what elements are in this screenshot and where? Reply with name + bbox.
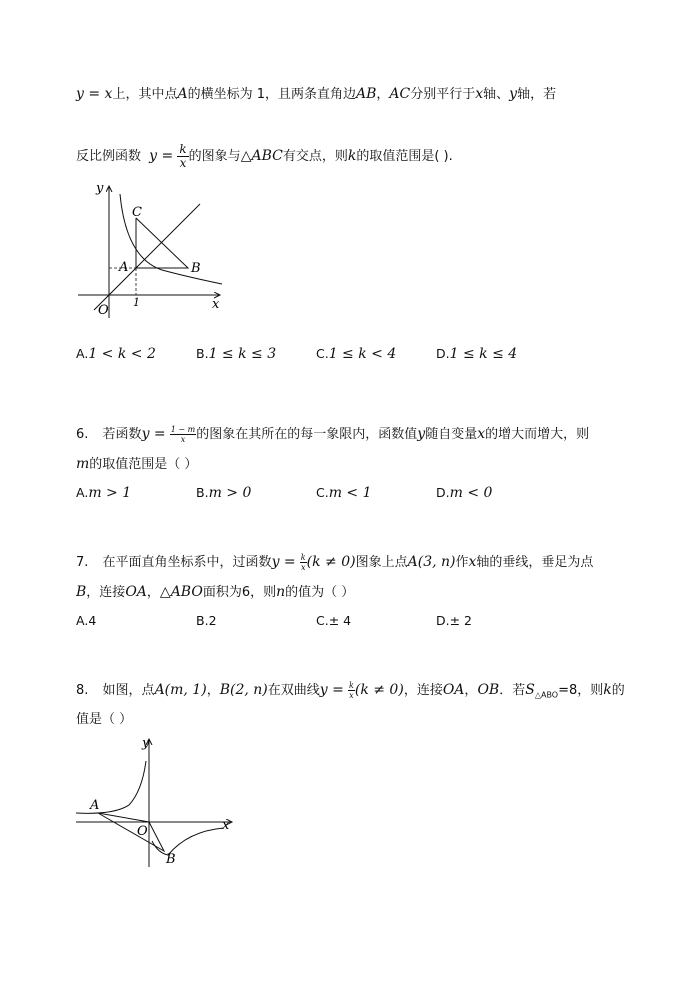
q5-option-d[interactable] bbox=[436, 346, 517, 362]
q6-text: 若函数 bbox=[102, 427, 142, 442]
q8-hyperbola-upper-left bbox=[76, 761, 146, 813]
q5-label-a: A bbox=[119, 260, 129, 275]
q5-text: 分别平行于 bbox=[410, 87, 476, 102]
q7-number: 7. bbox=[76, 555, 89, 570]
q7-area-value: 6 bbox=[241, 585, 251, 600]
q8-label-a: A bbox=[90, 798, 100, 813]
option-label: A. bbox=[76, 485, 89, 500]
q7-text: 作 bbox=[455, 555, 469, 570]
q7-segment-oa: OA bbox=[125, 584, 147, 600]
q8-point-a: A(m, 1) bbox=[154, 682, 207, 698]
q7-option-d[interactable] bbox=[436, 613, 472, 628]
q5-text: 有交点，则 bbox=[282, 149, 348, 164]
fraction-numerator: k bbox=[300, 553, 306, 562]
q7-text: 的值为（ ） bbox=[285, 585, 355, 600]
q8-segment-oa: OA bbox=[442, 682, 465, 698]
option-label: B. bbox=[196, 485, 209, 500]
option-text: m < 0 bbox=[449, 485, 493, 501]
q5-option-c[interactable] bbox=[316, 346, 396, 362]
q5-eq-yx: y = x bbox=[76, 86, 113, 102]
q5-eq-lhs: y = bbox=[149, 148, 174, 164]
q6-var-x: x bbox=[477, 426, 486, 442]
q6-text: 随自变量 bbox=[425, 427, 478, 442]
q5-var-y: y bbox=[509, 86, 518, 102]
q7-eq-lhs: y = bbox=[271, 554, 296, 570]
q8-point-b: B(2, n) bbox=[219, 682, 268, 698]
q5-line-2 bbox=[76, 143, 453, 170]
option-text: ± 2 bbox=[449, 613, 473, 628]
fraction-denominator: x bbox=[179, 156, 187, 170]
option-text: 1 ≤ k < 4 bbox=[328, 346, 397, 362]
q7-line-1 bbox=[76, 552, 593, 573]
q6-option-c[interactable] bbox=[316, 485, 372, 501]
q8-var-k: k bbox=[603, 682, 612, 698]
q5-side-ab: AB bbox=[355, 86, 377, 102]
q5-text: 反比例函数 bbox=[76, 149, 142, 164]
q8-text: 的 bbox=[611, 683, 625, 698]
q8-text: 值是（ ） bbox=[76, 712, 133, 727]
q7-var-x: x bbox=[468, 554, 477, 570]
option-text: m > 0 bbox=[208, 485, 252, 501]
q7-option-b[interactable] bbox=[196, 613, 217, 628]
option-text: ± 4 bbox=[328, 613, 352, 628]
q5-text: 轴、 bbox=[483, 87, 510, 102]
option-text: m > 1 bbox=[88, 485, 132, 501]
option-text: 2 bbox=[208, 613, 217, 628]
q8-label-o: O bbox=[137, 824, 148, 839]
option-label: D. bbox=[436, 613, 450, 628]
q8-triangle-abo bbox=[98, 813, 164, 851]
q7-line-2 bbox=[76, 582, 354, 603]
q7-point-b: B bbox=[76, 584, 87, 600]
q6-number: 6. bbox=[76, 427, 89, 442]
q8-segment-ob: OB bbox=[477, 682, 500, 698]
q6-text: 的取值范围是（ ） bbox=[89, 457, 198, 472]
q6-text: 的增大而增大，则 bbox=[485, 427, 590, 442]
q6-text: 的图象在其所在的每一象限内，函数值 bbox=[196, 427, 418, 442]
q8-label-b: B bbox=[166, 852, 176, 867]
q5-text: ， bbox=[376, 87, 390, 102]
option-label: C. bbox=[316, 485, 329, 500]
q6-var-m: m bbox=[76, 456, 90, 472]
q8-area-symbol: S bbox=[525, 682, 535, 698]
q7-option-c[interactable] bbox=[316, 613, 351, 628]
q5-text: 的图象与 bbox=[188, 149, 241, 164]
q5-side-ac: AC bbox=[389, 86, 411, 102]
q5-text: 的横坐标为 1，且两条直角边 bbox=[187, 87, 356, 102]
q5-label-x: x bbox=[212, 297, 220, 312]
q8-area-subscript: △ABO bbox=[534, 690, 559, 700]
option-label: A. bbox=[76, 613, 89, 628]
q8-line-2 bbox=[76, 710, 132, 730]
q6-eq-lhs: y = bbox=[141, 426, 166, 442]
q5-label-b: B bbox=[191, 261, 201, 276]
q8-line-1 bbox=[76, 680, 625, 706]
q6-line-2 bbox=[76, 454, 197, 475]
q8-text: ， bbox=[464, 683, 478, 698]
q8-text: ．若 bbox=[499, 683, 526, 698]
q5-line-1 bbox=[76, 84, 556, 105]
q7-condition: (k ≠ 0) bbox=[306, 554, 356, 570]
option-text: 1 < k < 2 bbox=[88, 346, 156, 362]
fraction-numerator: 1 − m bbox=[170, 425, 196, 434]
q6-option-a[interactable] bbox=[76, 485, 131, 501]
option-text: 4 bbox=[88, 613, 97, 628]
q8-number: 8. bbox=[76, 683, 89, 698]
option-text: 1 ≤ k ≤ 4 bbox=[449, 346, 518, 362]
q5-label-c: C bbox=[132, 205, 142, 220]
q8-text: =8，则 bbox=[558, 683, 604, 698]
q6-option-b[interactable] bbox=[196, 485, 251, 501]
q8-label-x: x bbox=[222, 818, 230, 833]
q7-text: 在平面直角坐标系中，过函数 bbox=[102, 555, 272, 570]
q5-line-y-equals-x bbox=[94, 204, 200, 310]
q7-text: 面积为 bbox=[202, 585, 242, 600]
q5-triangle-abc: △ABC bbox=[240, 148, 283, 164]
q5-option-b[interactable] bbox=[196, 346, 276, 362]
q5-label-o: O bbox=[98, 303, 109, 318]
fraction-numerator: k bbox=[349, 681, 354, 690]
q6-line-1 bbox=[76, 424, 589, 445]
option-label: A. bbox=[76, 346, 89, 361]
q7-triangle-abo: △ABO bbox=[159, 584, 203, 600]
q8-condition: (k ≠ 0) bbox=[354, 682, 404, 698]
fraction-denominator: x bbox=[349, 691, 354, 700]
q7-text: ，则 bbox=[250, 585, 277, 600]
q7-text: 图象上点 bbox=[355, 555, 408, 570]
q8-fraction bbox=[348, 681, 355, 700]
fraction-denominator: x bbox=[300, 563, 306, 572]
q6-option-d[interactable] bbox=[436, 485, 492, 501]
option-label: D. bbox=[436, 346, 450, 361]
fraction-denominator: x bbox=[180, 435, 186, 444]
q8-text: 如图，点 bbox=[102, 683, 155, 698]
option-text: 1 ≤ k ≤ 3 bbox=[208, 346, 277, 362]
q5-label-one: 1 bbox=[133, 296, 140, 309]
q6-var-y: y bbox=[417, 426, 426, 442]
q5-text: 轴，若 bbox=[517, 87, 557, 102]
q7-option-a[interactable] bbox=[76, 613, 96, 628]
q5-point-a: A bbox=[177, 86, 188, 102]
q8-text: ， bbox=[206, 683, 220, 698]
q8-figure bbox=[74, 735, 244, 870]
q7-fraction bbox=[300, 553, 307, 572]
q7-text: ，连接 bbox=[86, 585, 126, 600]
option-label: C. bbox=[316, 613, 329, 628]
q5-option-a[interactable] bbox=[76, 346, 156, 362]
option-text: m < 1 bbox=[328, 485, 372, 501]
q8-text: ，连接 bbox=[403, 683, 443, 698]
q5-text: 上，其中点 bbox=[112, 87, 178, 102]
fraction-numerator: k bbox=[179, 142, 187, 156]
option-label: C. bbox=[316, 346, 329, 361]
q5-var-x: x bbox=[475, 86, 484, 102]
q5-text: 的取值范围是( ). bbox=[356, 149, 453, 164]
q8-label-y: y bbox=[142, 736, 150, 751]
q7-text: 轴的垂线，垂足为点 bbox=[476, 555, 594, 570]
q7-point-a: A(3, n) bbox=[407, 554, 456, 570]
option-label: D. bbox=[436, 485, 450, 500]
q5-figure bbox=[76, 180, 236, 320]
q6-fraction bbox=[170, 425, 196, 444]
q7-var-n: n bbox=[276, 584, 286, 600]
q8-eq-lhs: y = bbox=[319, 682, 344, 698]
q8-hyperbola-lower-right bbox=[152, 828, 224, 855]
q7-text: ， bbox=[146, 585, 160, 600]
q5-label-y: y bbox=[96, 181, 104, 196]
q5-fraction-k-over-x bbox=[177, 143, 188, 170]
option-label: B. bbox=[196, 346, 209, 361]
option-label: B. bbox=[196, 613, 209, 628]
q5-var-k: k bbox=[347, 148, 357, 164]
q8-text: 在双曲线 bbox=[267, 683, 320, 698]
